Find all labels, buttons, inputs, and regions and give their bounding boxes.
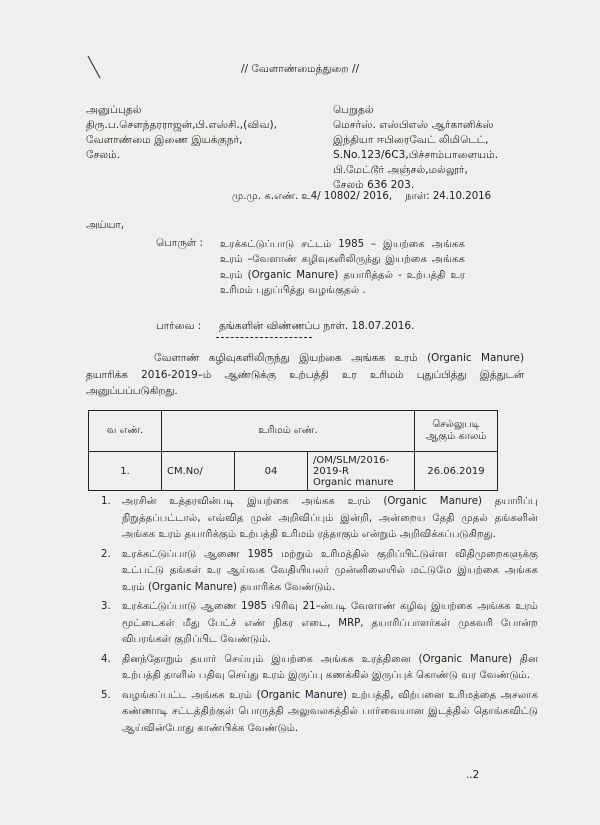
sender-line: வேளாண்மை இணை இயக்குநர், (86, 134, 243, 146)
license-table (88, 410, 498, 491)
reference-line (232, 190, 491, 203)
reference-label: பார்வை : (156, 320, 202, 332)
list-item: 3. உரக்கட்டுப்பாடு ஆணை 1985 பிரிவு 21–ன்படி வேளாண் கழிவு இயற்கை அங்கக உரம் மூட்டைகள் மீது பேட்ச் எண் நிகர எடை, MRP, தயாரிப்பாளர்கள் முகவரி போன்ற விபரங்கள் குறிப்பிட வேண்டும். (114, 599, 538, 649)
recipient-label: பெறுதல் (333, 104, 374, 116)
conditions-list (96, 494, 538, 740)
recipient-line: மெசர்ஸ். எஸ்பிஎஸ் ஆர்கானிக்ஸ் (333, 119, 494, 131)
list-item: 4. தினந்தோறும் தயார் செய்யும் இயற்கை அங்கக உரத்தினை (Organic Manure) தின உற்பத்தி தாளில் பதிவு செய்து உரம் இருப்பு கணக்கில் இருப்புக் கொண்டு வர வேண்டும். (114, 652, 538, 685)
list-item: 5. வழங்கப்பட்ட அங்கக உரம் (Organic Manure) உற்பத்தி, விற்பனை உரிமத்தை அசலாக கண்ணாடி சட்டத்திற்குள் பொருத்தி அலுவலகத்தில் பார்வையான இடத்தில் தொங்கவிட்டு ஆய்வின்போது காண்பிக்க வேண்டும். (114, 688, 538, 738)
recipient-line: S.No.123/6C3,பிச்சாம்பாளையம். (333, 149, 499, 161)
header-validity: செல்லுபடி ஆகும் காலம் (415, 411, 498, 452)
sender-line: சேலம். (86, 149, 121, 161)
salutation: அய்யா, (86, 219, 125, 231)
table-row (89, 452, 498, 491)
sender-label: அனுப்புதல் (86, 104, 142, 116)
cell-number: 04 (235, 452, 308, 491)
page-indicator: ..2 (466, 769, 480, 781)
cell-sno: 1. (89, 452, 162, 491)
header-sno: வ எண். (89, 411, 162, 452)
license-type: Organic manure (313, 476, 394, 488)
letter-date: நாள்: 24.10.2016 (405, 191, 492, 202)
subject-text: உரக்கட்டுப்பாடு சட்டம் 1985 – இயற்கை அங்கக உரம் –வேளாண் கழிவுகளிலிருந்து இயற்கை அங்கக உரம் (Organic Manure) தயாரித்தல் - உற்பத்தி உர உரிமம் புதுப்பித்து வழங்குதல் . (220, 239, 465, 297)
reference-number: மு.மு. க.எண். உ4/ 10802/ 2016, (232, 191, 393, 202)
cell-validity: 26.06.2019 (415, 452, 498, 491)
list-item: 2. உரக்கட்டுப்பாடு ஆணை 1985 மற்றும் உரிமத்தில் குறிப்பிட்டுள்ள விதிமுறைகளுக்கு உட்பட்டு தங்கள் உர ஆய்வக வேதியியலர் முன்னிலையில் மட்டுமே இயற்கை அங்கக உரம் (Organic Manure) தயாரிக்க வேண்டும். (114, 547, 538, 597)
cell-prefix: CM.No/ (162, 452, 235, 491)
body-paragraph: வேளாண் கழிவுகளிலிருந்து இயற்கை அங்கக உரம் (Organic Manure) தயாரிக்க 2016-2019–ம் ஆண்டுக்கு உற்பத்தி உர உரிமம் புதுப்பித்து இத்துடன் அனுப்பப்படுகிறது. (86, 352, 524, 397)
recipient-block (333, 103, 498, 193)
header-license-no: உரிமம் எண். (162, 411, 415, 452)
separator-dashes (216, 337, 312, 338)
reference-text: தங்களின் விண்ணப்ப நாள். 18.07.2016. (219, 320, 415, 332)
department-header: // வேளாண்மைத்துறை // (240, 63, 360, 75)
list-item: 1. அரசின் உத்தரவின்படி இயற்கை அங்கக உரம் (Organic Manure) தயாரிப்பு நிறுத்தப்பட்டால், எவ்வித முன் அறிவிப்பும் இன்றி, அன்றைய தேதி முதல் தங்களின் அங்கக உரம் தயாரிக்கும் உற்பத்தி உரிமம் ரத்தாகும் என்றும் அறிவிக்கப்படுகிறது. (114, 494, 538, 544)
recipient-line: இந்தியா ஈபிரைவேட் லிமிடெட், (333, 134, 489, 146)
subject-label: பொருள் : (156, 237, 204, 249)
sender-block (86, 103, 277, 163)
recipient-line: சேலம் 636 203. (333, 179, 415, 191)
recipient-line: பி.மேட்டூர் அஞ்சல்,மல்லூர், (333, 164, 468, 176)
license-code: /OM/SLM/2016-2019-R (313, 454, 390, 477)
table-header-row (89, 411, 498, 452)
cell-license-code (308, 452, 415, 491)
sender-line: திரு.ப.சௌந்தரராஜன்,பி.எஸ்சி.,(விவ), (86, 119, 277, 131)
